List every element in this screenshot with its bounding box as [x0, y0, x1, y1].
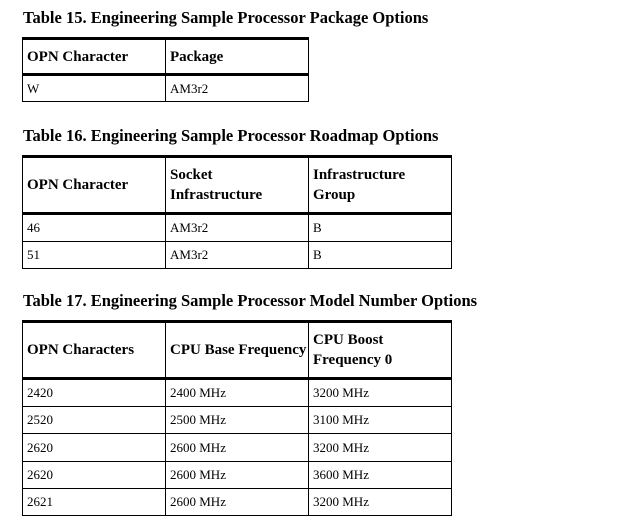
table-17 [22, 320, 452, 516]
table-row [23, 214, 452, 242]
column-header: Infrastructure Group [309, 157, 452, 214]
table-cell: 2420 [23, 379, 166, 407]
table-cell: 2520 [23, 407, 166, 434]
table-cell: 2620 [23, 462, 166, 489]
table-row [23, 75, 309, 102]
column-header: OPN Characters [23, 322, 166, 379]
table-cell: 2620 [23, 434, 166, 462]
table-cell: 3100 MHz [309, 407, 452, 434]
table-15 [22, 37, 309, 102]
table-cell: 51 [23, 242, 166, 269]
table-cell: 3200 MHz [309, 379, 452, 407]
table-row [23, 379, 452, 407]
table-15-caption: Table 15. Engineering Sample Processor Package Options [23, 8, 429, 27]
table-cell: 2400 MHz [166, 379, 309, 407]
table-header-row [23, 322, 452, 379]
column-header: OPN Character [23, 39, 166, 75]
table-17-caption: Table 17. Engineering Sample Processor Model Number Options [23, 291, 478, 310]
table-cell: 2600 MHz [166, 462, 309, 489]
column-header: OPN Character [23, 157, 166, 214]
table-cell: AM3r2 [166, 75, 309, 102]
table-cell: 2621 [23, 489, 166, 516]
table-cell: B [309, 242, 452, 269]
table-16 [22, 155, 452, 269]
table-cell: 3200 MHz [309, 434, 452, 462]
table-row [23, 489, 452, 516]
table-cell: 2600 MHz [166, 434, 309, 462]
table-cell: 46 [23, 214, 166, 242]
table-cell: B [309, 214, 452, 242]
table-row [23, 407, 452, 434]
table-cell: AM3r2 [166, 214, 309, 242]
table-header-row [23, 39, 309, 75]
table-row [23, 462, 452, 489]
table-header-row [23, 157, 452, 214]
column-header: CPU Base Frequency [166, 322, 309, 379]
table-row [23, 242, 452, 269]
column-header: Package [166, 39, 309, 75]
table-cell: 2500 MHz [166, 407, 309, 434]
table-cell: 2600 MHz [166, 489, 309, 516]
table-16-caption: Table 16. Engineering Sample Processor Roadmap Options [23, 126, 439, 145]
column-header: Socket Infrastructure [166, 157, 309, 214]
table-cell: AM3r2 [166, 242, 309, 269]
table-cell: W [23, 75, 166, 102]
table-cell: 3600 MHz [309, 462, 452, 489]
table-cell: 3200 MHz [309, 489, 452, 516]
column-header: CPU Boost Frequency 0 [309, 322, 452, 379]
table-row [23, 434, 452, 462]
